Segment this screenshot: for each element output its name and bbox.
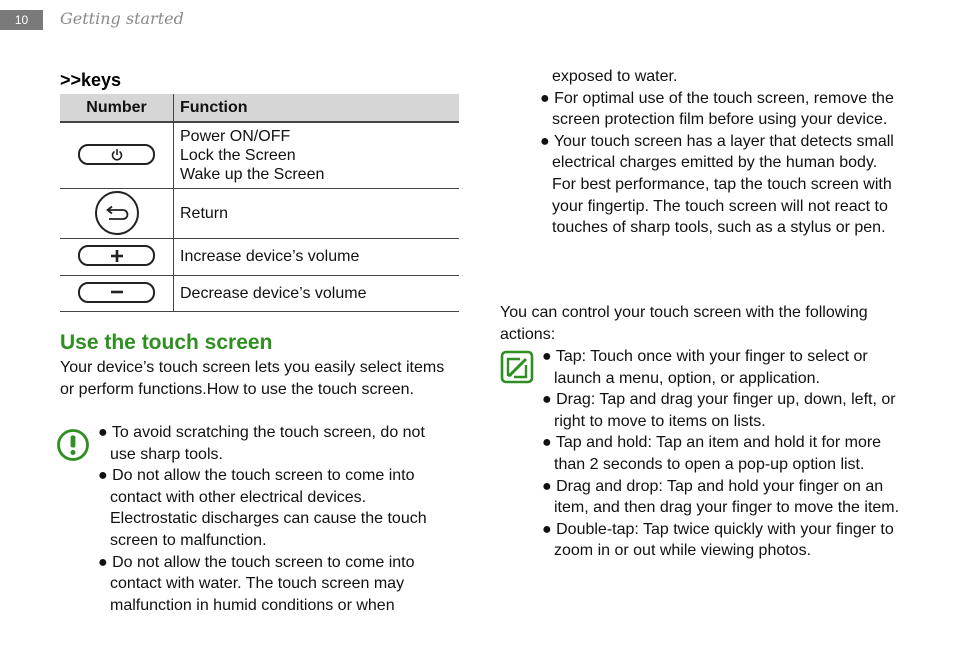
actions-intro: You can control your touch screen with the following actions:	[500, 304, 868, 343]
power-key	[78, 144, 155, 165]
minus-icon	[110, 285, 124, 299]
list-item: ● To avoid scratching the touch screen, do not use sharp tools.	[98, 424, 425, 463]
function-line: Power ON/OFF	[180, 127, 291, 145]
key-cell	[60, 188, 174, 238]
table-row	[60, 275, 459, 311]
volume-down-key	[78, 282, 155, 303]
list-item: ● Tap: Touch once with your finger to select or launch a menu, option, or application.	[542, 348, 868, 387]
function-cell	[174, 188, 460, 238]
caution-list	[98, 422, 454, 616]
page-number: 10	[0, 10, 43, 30]
table-row	[60, 238, 459, 275]
function-cell	[174, 275, 460, 311]
return-icon	[104, 205, 130, 221]
list-item: ● Do not allow the touch screen to come into contact with water. The touch screen may malfunction in humid conditions or when	[98, 553, 415, 614]
keys-heading: >>keys	[60, 70, 122, 90]
key-cell	[60, 122, 174, 188]
list-item: ● Your touch screen has a layer that detects small electrical charges emitted by the human body. For best performance, tap the touch screen with your fingertip. The touch screen will not react to touches of sharp tools, such as a stylus or pen.	[540, 132, 894, 237]
return-key	[95, 191, 139, 235]
list-item: ● Tap and hold: Tap an item and hold it for more than 2 seconds to open a pop-up option list.	[542, 434, 882, 473]
caution-icon	[56, 428, 90, 467]
function-line: Return	[180, 204, 229, 222]
list-item: ● Drag: Tap and drag your finger up, down, left, or right to move to items on lists.	[542, 391, 896, 430]
list-item-continued: exposed to water.	[552, 68, 678, 85]
function-cell	[174, 122, 460, 188]
power-icon	[110, 148, 124, 162]
chapter-title: Getting started	[60, 9, 184, 28]
col-number-header: Number	[60, 94, 174, 122]
function-cell	[174, 238, 460, 275]
keys-table	[60, 94, 459, 312]
keys-table-header	[60, 94, 459, 122]
list-item: ● Drag and drop: Tap and hold your finger on an item, and then drag your finger to move the item.	[542, 477, 900, 517]
list-item: ● Do not allow the touch screen to come into contact with other electrical devices. Electrostatic discharges can cause the touch screen to malfunction.	[98, 467, 427, 549]
function-line: Wake up the Screen	[180, 165, 325, 183]
volume-up-key	[78, 245, 155, 266]
caution-list-continued	[540, 66, 900, 239]
function-line: Lock the Screen	[180, 146, 296, 164]
note-icon	[500, 350, 534, 389]
list-item: ● Double-tap: Tap twice quickly with your finger to zoom in or out while viewing photos.	[542, 520, 894, 560]
caution-list-more	[540, 88, 900, 239]
key-cell	[60, 238, 174, 275]
table-row	[60, 188, 459, 238]
plus-icon	[110, 249, 124, 263]
list-item: ● For optimal use of the touch screen, remove the screen protection film before using your device.	[540, 89, 894, 129]
actions-list	[542, 346, 902, 562]
intro-paragraph: Your device’s touch screen lets you easily select items or perform functions.How to use the touch screen.	[60, 359, 445, 398]
table-row	[60, 122, 459, 188]
col-function-header: Function	[174, 94, 460, 122]
function-line: Increase device’s volume	[180, 248, 360, 265]
section-title: Use the touch screen	[60, 331, 273, 354]
function-line: Decrease device’s volume	[180, 284, 367, 302]
key-cell	[60, 275, 174, 311]
